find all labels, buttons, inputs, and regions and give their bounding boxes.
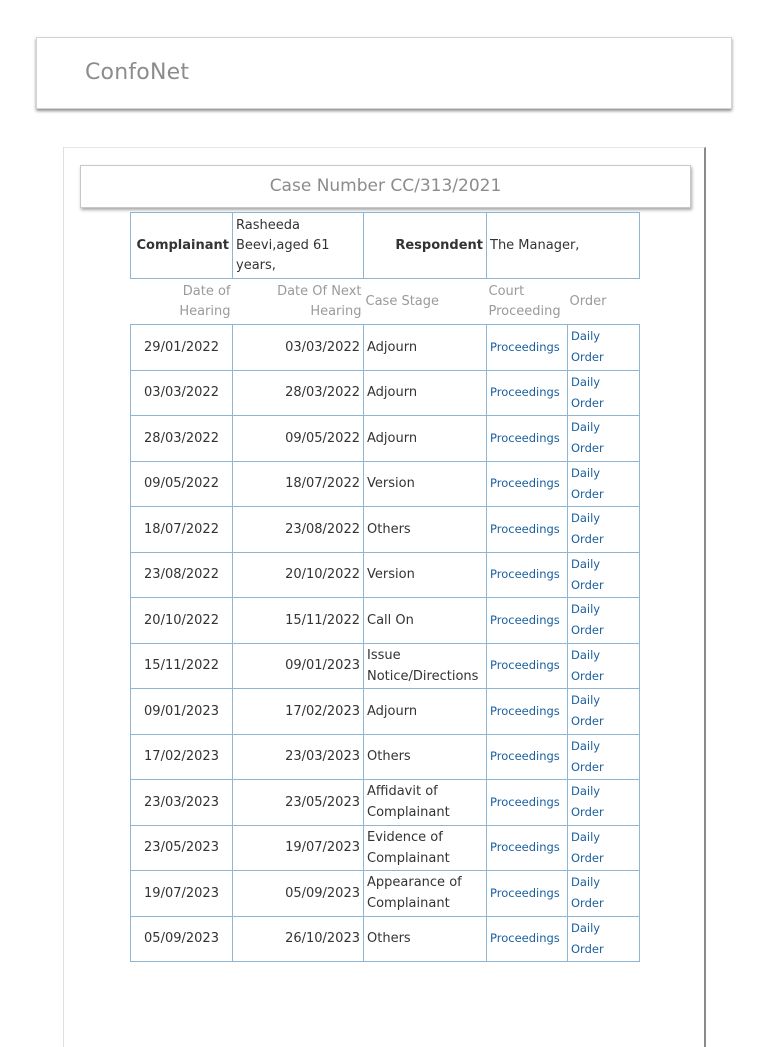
hearing-date: 19/07/2023 (131, 871, 233, 917)
daily-order-link[interactable]: Daily Order (571, 738, 604, 774)
table-row (131, 416, 640, 462)
proceedings-link[interactable]: Proceedings (490, 385, 560, 400)
proceedings-cell (487, 780, 568, 826)
next-hearing-date: 17/02/2023 (233, 689, 364, 735)
order-cell (568, 871, 640, 917)
next-hearing-date: 20/10/2022 (233, 552, 364, 598)
table-row (131, 689, 640, 735)
daily-order-link[interactable]: Daily Order (571, 784, 604, 820)
order-cell (568, 325, 640, 371)
header-court-proceeding: Court Proceeding (488, 284, 561, 319)
proceedings-cell (487, 416, 568, 462)
table-row (131, 598, 640, 644)
order-cell (568, 643, 640, 689)
daily-order-link[interactable]: Daily Order (571, 420, 604, 456)
next-hearing-date: 18/07/2022 (233, 461, 364, 507)
app-title: ConfoNet (85, 60, 190, 85)
proceedings-cell (487, 507, 568, 553)
proceedings-cell (487, 689, 568, 735)
case-stage: Others (364, 916, 487, 962)
proceedings-link[interactable]: Proceedings (490, 521, 560, 536)
table-row (131, 871, 640, 917)
order-cell (568, 370, 640, 416)
daily-order-link[interactable]: Daily Order (571, 693, 604, 729)
hearing-date: 17/02/2023 (131, 734, 233, 780)
case-stage: Others (364, 507, 487, 553)
respondent-value: The Manager, (487, 213, 640, 279)
next-hearing-date: 19/07/2023 (233, 825, 364, 871)
complainant-label: Complainant (131, 213, 233, 279)
parties-table (130, 212, 640, 279)
hearing-date: 28/03/2022 (131, 416, 233, 462)
hearing-date: 03/03/2022 (131, 370, 233, 416)
hearing-date: 23/05/2023 (131, 825, 233, 871)
daily-order-link[interactable]: Daily Order (571, 329, 604, 365)
table-row (131, 643, 640, 689)
header-case-stage: Case Stage (365, 294, 440, 309)
parties-row (131, 213, 640, 279)
next-hearing-date: 26/10/2023 (233, 916, 364, 962)
daily-order-link[interactable]: Daily Order (571, 511, 604, 547)
table-row (131, 734, 640, 780)
order-cell (568, 507, 640, 553)
header-next-hearing: Date Of Next Hearing (277, 284, 362, 319)
case-stage: Appearance of Complainant (364, 871, 487, 917)
next-hearing-date: 23/08/2022 (233, 507, 364, 553)
table-row (131, 780, 640, 826)
proceedings-cell (487, 734, 568, 780)
daily-order-link[interactable]: Daily Order (571, 647, 604, 683)
order-cell (568, 734, 640, 780)
case-stage: Adjourn (364, 325, 487, 371)
order-cell (568, 916, 640, 962)
proceedings-link[interactable]: Proceedings (490, 840, 560, 855)
complainant-value: Rasheeda Beevi,aged 61 years, (233, 213, 364, 279)
next-hearing-date: 09/05/2022 (233, 416, 364, 462)
next-hearing-date: 23/05/2023 (233, 780, 364, 826)
table-row (131, 916, 640, 962)
order-cell (568, 598, 640, 644)
proceedings-cell (487, 552, 568, 598)
proceedings-cell (487, 871, 568, 917)
daily-order-link[interactable]: Daily Order (571, 374, 604, 410)
table-row (131, 370, 640, 416)
header-date-of-hearing: Date of Hearing (179, 284, 231, 319)
next-hearing-date: 23/03/2023 (233, 734, 364, 780)
hearing-date: 05/09/2023 (131, 916, 233, 962)
case-stage: Issue Notice/Directions (364, 643, 487, 689)
proceedings-link[interactable]: Proceedings (490, 430, 560, 445)
order-cell (568, 825, 640, 871)
daily-order-link[interactable]: Daily Order (571, 875, 604, 911)
proceedings-link[interactable]: Proceedings (490, 749, 560, 764)
header-order: Order (569, 294, 607, 309)
proceedings-cell (487, 461, 568, 507)
table-row (131, 825, 640, 871)
case-stage: Evidence of Complainant (364, 825, 487, 871)
hearings-table (130, 280, 640, 962)
proceedings-cell (487, 643, 568, 689)
daily-order-link[interactable]: Daily Order (571, 829, 604, 865)
proceedings-link[interactable]: Proceedings (490, 703, 560, 718)
proceedings-cell (487, 825, 568, 871)
case-stage: Version (364, 461, 487, 507)
proceedings-link[interactable]: Proceedings (490, 339, 560, 354)
proceedings-link[interactable]: Proceedings (490, 885, 560, 900)
order-cell (568, 780, 640, 826)
proceedings-link[interactable]: Proceedings (490, 567, 560, 582)
table-row (131, 325, 640, 371)
hearing-date: 15/11/2022 (131, 643, 233, 689)
hearing-date: 23/08/2022 (131, 552, 233, 598)
respondent-label: Respondent (364, 213, 487, 279)
next-hearing-date: 05/09/2023 (233, 871, 364, 917)
next-hearing-date: 09/01/2023 (233, 643, 364, 689)
proceedings-cell (487, 325, 568, 371)
daily-order-link[interactable]: Daily Order (571, 602, 604, 638)
hearing-date: 20/10/2022 (131, 598, 233, 644)
daily-order-link[interactable]: Daily Order (571, 465, 604, 501)
order-cell (568, 552, 640, 598)
app-header (36, 37, 732, 109)
proceedings-cell (487, 916, 568, 962)
hearing-date: 18/07/2022 (131, 507, 233, 553)
table-header-row (131, 280, 640, 325)
case-stage: Adjourn (364, 370, 487, 416)
case-stage: Others (364, 734, 487, 780)
table-row (131, 552, 640, 598)
hearing-date: 09/05/2022 (131, 461, 233, 507)
daily-order-link[interactable]: Daily Order (571, 556, 604, 592)
case-stage: Call On (364, 598, 487, 644)
daily-order-link[interactable]: Daily Order (571, 920, 604, 956)
proceedings-cell (487, 370, 568, 416)
proceedings-link[interactable]: Proceedings (490, 931, 560, 946)
case-stage: Adjourn (364, 689, 487, 735)
proceedings-link[interactable]: Proceedings (490, 794, 560, 809)
order-cell (568, 689, 640, 735)
next-hearing-date: 15/11/2022 (233, 598, 364, 644)
case-stage: Adjourn (364, 416, 487, 462)
proceedings-cell (487, 598, 568, 644)
table-row (131, 461, 640, 507)
hearing-date: 29/01/2022 (131, 325, 233, 371)
order-cell (568, 461, 640, 507)
hearing-date: 23/03/2023 (131, 780, 233, 826)
next-hearing-date: 28/03/2022 (233, 370, 364, 416)
proceedings-link[interactable]: Proceedings (490, 658, 560, 673)
next-hearing-date: 03/03/2022 (233, 325, 364, 371)
case-stage: Version (364, 552, 487, 598)
table-row (131, 507, 640, 553)
order-cell (568, 416, 640, 462)
case-title: Case Number CC/313/2021 (80, 165, 691, 208)
case-stage: Affidavit of Complainant (364, 780, 487, 826)
hearing-date: 09/01/2023 (131, 689, 233, 735)
proceedings-link[interactable]: Proceedings (490, 476, 560, 491)
proceedings-link[interactable]: Proceedings (490, 612, 560, 627)
